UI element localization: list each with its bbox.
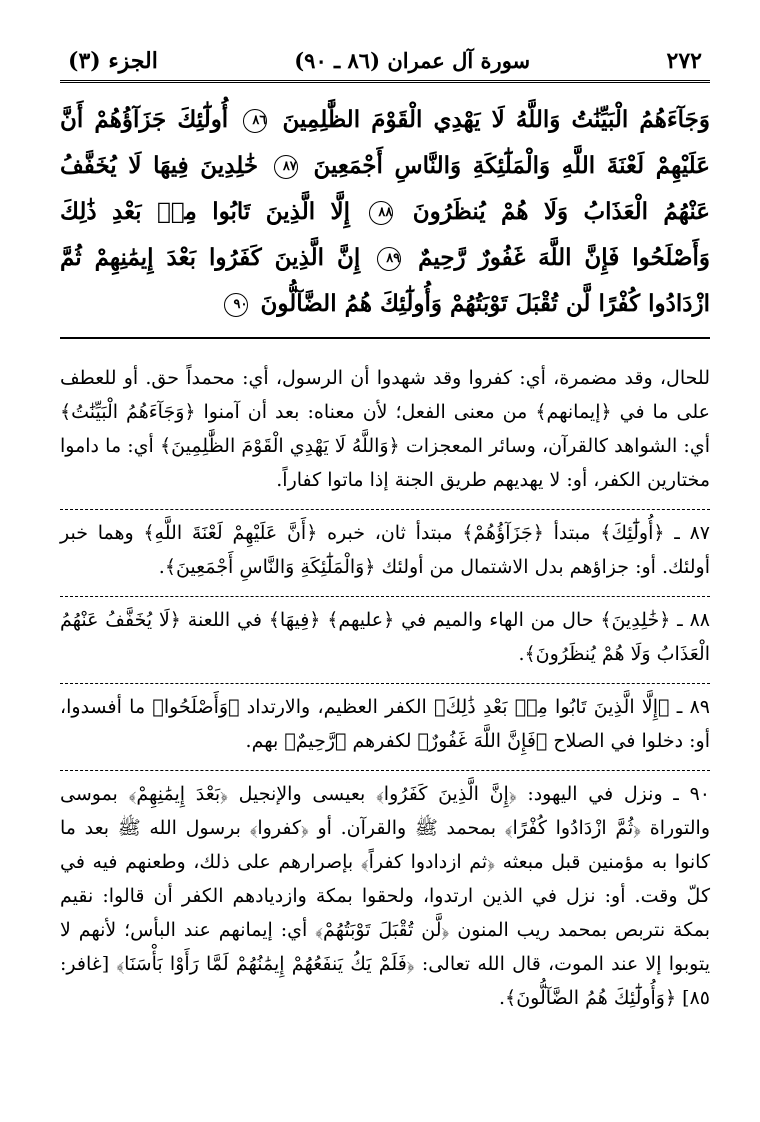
section-divider bbox=[60, 337, 710, 339]
page-number: ٢٧٢ bbox=[666, 48, 702, 74]
quran-verse-text: خَٰلِدِينَ فِيهَا لَا يُخَفَّفُ عَنْهُمُ الْعَذَابُ وَلَا هُمْ يُنظَرُونَ bbox=[60, 152, 711, 225]
commentary-paragraph: ٨٧ ـ ﴿أُولَٰٓئِكَ﴾ مبتدأ ﴿جَزَآؤُهُمْ﴾ مبتدأ ثان، خبره ﴿أَنَّ عَلَيْهِمْ لَعْنَةَ اللَّهِ﴾ وهما خبر أولئك. أو: جزاؤهم بدل الاشتمال من أولئك ﴿وَالْمَلَٰٓئِكَةِ وَالنَّاسِ أَجْمَعِينَ﴾. bbox=[60, 509, 710, 584]
page bbox=[60, 48, 710, 1015]
verse-number-marker: ٨٩ bbox=[377, 247, 401, 271]
verse-number-marker: ٩٠ bbox=[224, 293, 248, 317]
verse-number-marker: ٨٧ bbox=[274, 155, 298, 179]
surah-title: سورة آل عمران (٨٦ ـ ٩٠) bbox=[294, 48, 531, 73]
verse-number-marker: ٨٦ bbox=[243, 109, 267, 133]
commentary-paragraph: للحال، وقد مضمرة، أي: كفروا وقد شهدوا أن الرسول، أي: محمداً حق. أو للعطف على ما في ﴿إيمانهم﴾ من معنى الفعل؛ لأن معناه: بعد أن آمنوا ﴿وَجَآءَهُمُ الْبَيِّنَٰتُ﴾ أي: الشواهد كالقرآن، وسائر المعجزات ﴿وَاللَّهُ لَا يَهْدِي الْقَوْمَ الظَّٰلِمِينَ﴾ أي: ما داموا مختارين الكفر، أو: لا يهديهم طريق الجنة إذا ماتوا كفاراً. bbox=[60, 367, 710, 491]
quran-verse-text: إِلَّا الَّذِينَ تَابُوا مِنۢ بَعْدِ ذَٰلِكَ وَأَصْلَحُوا فَإِنَّ اللَّهَ غَفُورٌ رَّحِيمٌ bbox=[60, 198, 710, 271]
quran-text-block bbox=[60, 97, 710, 327]
commentary-paragraph: ٩٠ ـ ونزل في اليهود: ﴿إِنَّ الَّذِينَ كَفَرُوا﴾ بعيسى والإنجيل ﴿بَعْدَ إِيمَٰنِهِمْ﴾ بموسى والتوراة ﴿ثُمَّ ازْدَادُوا كُفْرًا﴾ بمحمد ﷺ والقرآن. أو ﴿كفروا﴾ برسول الله ﷺ بعد ما كانوا به مؤمنين قبل مبعثه ﴿ثم ازدادوا كفراً﴾ بإصرارهم على ذلك، وطعنهم فيه في كلّ وقت. أو: نزل في الذين ارتدوا، ولحقوا بمكة وازديادهم الكفر أن قالوا: نقيم بمكة نتربص بمحمد ريب المنون ﴿لَّن تُقْبَلَ تَوْبَتُهُمْ﴾ أي: إيمانهم عند البأس؛ لأنهم لا يتوبوا إلا عند الموت، قال الله تعالى: ﴿فَلَمْ يَكُ يَنفَعُهُمْ إِيمَٰنُهُمْ لَمَّا رَأَوْا بَأْسَنَا﴾ [غافر: ٨٥] ﴿وَأُولَٰٓئِكَ هُمُ الضَّآلُّونَ﴾. bbox=[60, 770, 710, 1015]
commentary-paragraph: ٨٩ ـ ﴿إِلَّا الَّذِينَ تَابُوا مِنۢ بَعْدِ ذَٰلِكَ﴾ الكفر العظيم، والارتداد ﴿وَأَصْلَحُوا﴾ ما أفسدوا، أو: دخلوا في الصلاح ﴿فَإِنَّ اللَّهَ غَفُورٌ﴾ لكفرهم ﴿رَّحِيمٌ﴾ بهم. bbox=[60, 683, 710, 758]
verse-number-marker: ٨٨ bbox=[369, 201, 393, 225]
quran-verse-text: وَجَآءَهُمُ الْبَيِّنَٰتُ وَاللَّهُ لَا يَهْدِي الْقَوْمَ الظَّٰلِمِينَ bbox=[282, 106, 710, 133]
commentary bbox=[60, 361, 710, 1015]
quran-verse-text: أُولَٰٓئِكَ جَزَآؤُهُمْ أَنَّ عَلَيْهِمْ لَعْنَةَ اللَّهِ وَالْمَلَٰٓئِكَةِ وَالنَّاسِ أَجْمَعِينَ bbox=[60, 106, 710, 179]
commentary-paragraph: ٨٨ ـ ﴿خَٰلِدِينَ﴾ حال من الهاء والميم في ﴿عليهم﴾ ﴿فِيهَا﴾ في اللعنة ﴿لَا يُخَفَّفُ عَنْهُمُ الْعَذَابُ وَلَا هُمْ يُنظَرُونَ﴾. bbox=[60, 596, 710, 671]
quran-verse-text: إِنَّ الَّذِينَ كَفَرُوا بَعْدَ إِيمَٰنِهِمْ ثُمَّ ازْدَادُوا كُفْرًا لَّن تُقْبَلَ تَوْبَتُهُمْ وَأُولَٰٓئِكَ هُمُ الضَّآلُّونَ bbox=[60, 244, 710, 317]
juz-label: الجزء (٣) bbox=[68, 48, 158, 74]
page-header bbox=[60, 48, 710, 83]
